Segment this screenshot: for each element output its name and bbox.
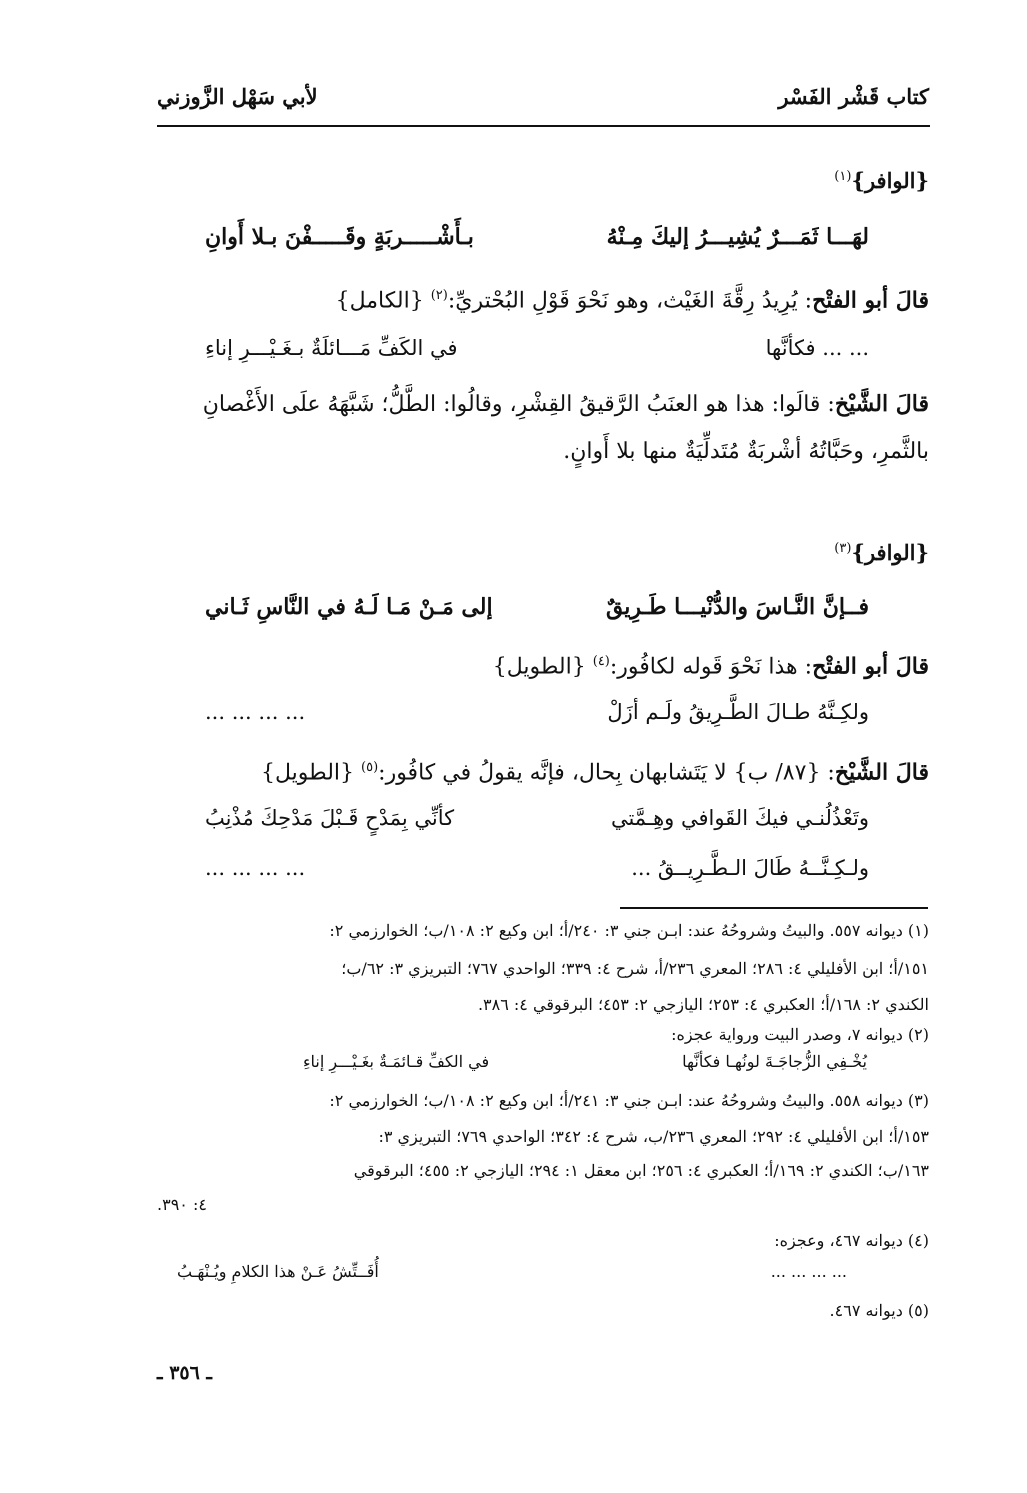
poem-verse: [205, 594, 869, 630]
verse-second-hemistich: ... ... ... ...: [205, 856, 306, 880]
footnote-line: ٤: ٣٩٠.: [157, 1195, 207, 1214]
header-rule: [157, 125, 930, 127]
verse-second-hemistich: أُفَــتِّشُ عَـنْ هذا الكلامِ ويُـنْهَـبُ: [177, 1262, 379, 1281]
quoted-verse: [205, 856, 869, 892]
commentary-text: : هذا نَحْوَ قَوله لكافُور:: [609, 654, 813, 680]
verse-first-hemistich: ولـكِـنَّــهُ طَالَ الـطَّـرِيــقُ ...: [631, 856, 869, 880]
verse-first-hemistich: ولكِـنَّهُ طـالَ الطَّـرِيقُ ولَـم أزَلْ: [607, 700, 869, 724]
footnote-verse: [177, 1262, 847, 1290]
book-title: كتاب قَشْر الفَسْر: [778, 84, 929, 109]
verse-second-hemistich: كأنِّي بِمَدْحٍ قَـبْلَ مَدْحِكَ مُذْنِبُ: [205, 806, 455, 830]
commentator-label: قالَ الشَّيْخ: [834, 391, 929, 417]
verse-second-hemistich: في الكفِّ قـائمَـةٌ بغَـيْـــرِ إناءِ: [303, 1052, 490, 1071]
meter-name: {الطويل}: [261, 760, 355, 786]
verse-first-hemistich: ... ... ... ...: [770, 1262, 847, 1281]
verse-first-hemistich: يُخْـفِي الزُّجاجَـةَ لونُهـا فكأنَّها: [682, 1052, 867, 1071]
commentator-label: قالَ أبو الفتْح: [812, 287, 929, 314]
running-header: [157, 84, 929, 120]
verse-first-hemistich: وتَعْذُلُنـي فيكَ القَوافي وهِـمَّتي: [610, 806, 869, 830]
quoted-verse: [205, 336, 869, 372]
verse-second-hemistich: بـأَشْـــــربَةٍ وقَـــــفْنَ بـلا أَوانِ: [205, 224, 474, 250]
commentary-abulfath: [157, 280, 929, 317]
meter-label: [834, 540, 929, 565]
verse-second-hemistich: ... ... ... ...: [205, 700, 306, 724]
footnote-line: (١) ديوانه ٥٥٧. والبيتُ وشروحُهُ عند: ابـن جني ٣: ٢٤٠/أ؛ ابن وكيع ٢: ١٠٨/ب؛ الخوارزمي ٢:: [329, 921, 929, 940]
footnote-line: الكندي ٢: ١٦٨/أ؛ العكبري ٤: ٢٥٣؛ اليازجي ٢: ٤٥٣؛ البرقوقي ٤: ٣٨٦.: [477, 995, 929, 1014]
commentary-text: : {٨٧/ ب} لا يَتَشابهان بِحال، فإنَّه يقولُ في كافُور:: [378, 760, 835, 786]
meter-name: {الوافر}: [851, 168, 929, 193]
verse-first-hemistich: ... ... فكأنَّها: [765, 336, 869, 360]
footnote-line: ١٥١/أ؛ ابن الأفليلي ٤: ٢٨٦؛ المعري ٢٣٦/أ، شرح ٤: ٣٣٩؛ الواحدي ٧٦٧؛ التبريزي ٣: ٦٢/ب؛: [341, 959, 929, 978]
commentary-text: : قالَوا: هذا هو العنَبُ الرَّقيقُ القِشْرِ، وقالُوا: الطَّلُّ؛ شَبَّهَهُ علَى الأَغْصانِ: [202, 392, 835, 417]
commentary-shaykh: [157, 388, 929, 421]
verse-first-hemistich: فــإنَّ النَّـاسَ والدُّنْيـــا طَـرِيقٌ: [605, 594, 869, 620]
commentary-text: : يُرِيدُ رِقَّةَ الغَيْث، وهو نَحْوَ قَوْلِ البُحْتريِّ:: [447, 288, 813, 314]
commentator-label: قالَ أبو الفتْح: [812, 653, 929, 680]
footnote-ref: (١): [834, 169, 852, 184]
footnote-ref: (٥): [361, 760, 379, 775]
commentary-continued: [157, 436, 929, 468]
footnote-line: (٤) ديوانه ٤٦٧، وعجزه:: [774, 1231, 929, 1250]
commentary-shaykh: [157, 752, 929, 789]
meter-label: [834, 168, 929, 193]
footnote-rule: [620, 907, 928, 909]
footnote-ref: (٢): [430, 288, 448, 303]
verse-second-hemistich: في الكَفِّ مَـــائلَةٌ بـغَـيْـــرِ إناءِ: [205, 336, 458, 360]
footnote-line: ١٥٣/أ؛ ابن الأفليلي ٤: ٢٩٢؛ المعري ٢٣٦/ب، شرح ٤: ٣٤٢؛ الواحدي ٧٦٩؛ التبريزي ٣:: [378, 1127, 929, 1146]
meter-name: {الطويل}: [492, 654, 586, 680]
footnote-line: (٢) ديوانه ٧، وصدر البيت ورواية عجزه:: [671, 1025, 929, 1044]
verse-second-hemistich: إلى مَـنْ مَـا لَـهُ في النَّاسِ ثَـاني: [205, 594, 493, 620]
meter-name: {الكامل}: [335, 288, 424, 314]
commentator-label: قالَ الشَّيْخ: [834, 759, 929, 786]
author-name: لأبي سَهْل الزَّوزني: [157, 84, 318, 109]
quoted-verse: [205, 806, 869, 842]
quoted-verse: [205, 700, 869, 736]
footnote-ref: (٣): [834, 541, 852, 556]
commentary-text: بالثَّمرِ، وحَبَّاتُهُ أشْربَةٌ مُتَدلِّيَةٌ منها بلا أَوانٍ.: [563, 439, 929, 464]
commentary-abulfath: [157, 646, 929, 683]
footnote-line: (٣) ديوانه ٥٥٨. والبيتُ وشروحُهُ عند: ابـن جني ٣: ٢٤١/أ؛ ابن وكيع ٢: ١٠٨/ب؛ الخوارزمي ٢:: [329, 1091, 929, 1110]
footnote-line: ١٦٣/ب؛ الكندي ٢: ١٦٩/أ؛ العكبري ٤: ٢٥٦؛ ابن معقل ١: ٢٩٤؛ اليازجي ٢: ٤٥٥؛ البرقوقي: [353, 1161, 929, 1180]
poem-verse: [205, 224, 869, 260]
footnote-ref: (٤): [592, 654, 610, 669]
meter-name: {الوافر}: [851, 540, 929, 565]
page-number: ـ ٣٥٦ ـ: [157, 1362, 212, 1384]
verse-first-hemistich: لهَـــا ثَمَـــرٌ يُشِيـــرُ إليكَ مِـنْهُ: [606, 224, 869, 250]
footnote-verse: [303, 1052, 867, 1080]
footnote-line: (٥) ديوانه ٤٦٧.: [829, 1301, 929, 1320]
